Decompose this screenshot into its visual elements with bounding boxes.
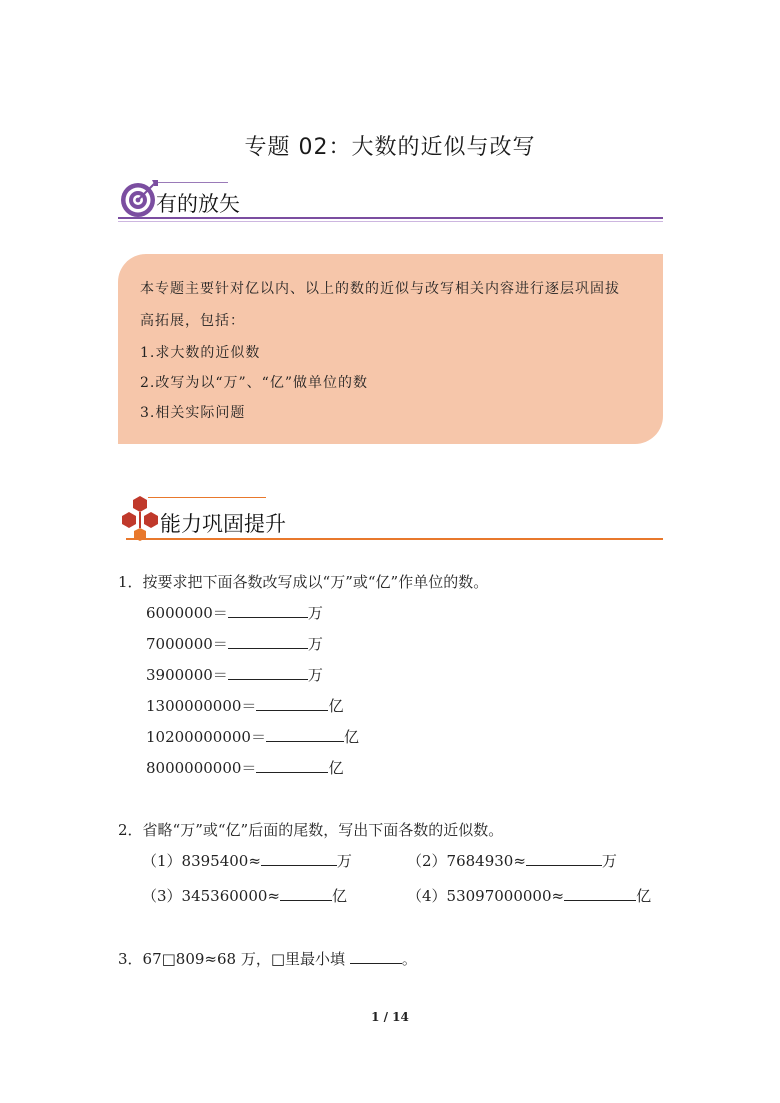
answer-blank[interactable] [350, 949, 402, 964]
section-header-practice [118, 492, 663, 552]
answer-blank[interactable] [280, 886, 332, 901]
answer-blank[interactable] [228, 603, 308, 618]
section-divider [126, 538, 663, 540]
page-title: 专题 02：大数的近似与改写 [244, 135, 536, 160]
intro-list-item: 3.相关实际问题 [140, 405, 246, 421]
section-header-objectives [118, 176, 663, 236]
question-3: 3．67□809≈68 万，□里最小填 。 [118, 950, 417, 968]
section-divider-shadow [118, 221, 663, 222]
intro-line: 高拓展，包括： [140, 313, 245, 329]
question-1-prompt: 1．按要求把下面各数改写成以“万”或“亿”作单位的数。 [118, 573, 489, 591]
answer-blank[interactable] [261, 851, 337, 866]
question-2-prompt: 2．省略“万”或“亿”后面的尾数，写出下面各数的近似数。 [118, 821, 504, 839]
section-label: 有的放矢 [156, 192, 240, 216]
intro-list-item: 2.改写为以“万”、“亿”做单位的数 [140, 375, 368, 391]
intro-list-item: 1.求大数的近似数 [140, 345, 261, 361]
answer-blank[interactable] [266, 727, 344, 742]
section-divider [118, 217, 663, 219]
answer-blank[interactable] [228, 665, 308, 680]
q2-item: （1）8395400≈ 万 [142, 852, 352, 870]
q1-item: 3900000＝ 万 [146, 666, 323, 684]
section-label: 能力巩固提升 [160, 512, 286, 536]
q1-item: 7000000＝ 万 [146, 635, 323, 653]
intro-box [118, 254, 663, 444]
q2-item: （2）7684930≈ 万 [407, 852, 617, 870]
answer-blank[interactable] [228, 634, 308, 649]
answer-blank[interactable] [256, 758, 328, 773]
header-top-line [148, 497, 266, 498]
answer-blank[interactable] [564, 886, 636, 901]
page-number: 1 / 14 [371, 1010, 409, 1024]
q1-item: 6000000＝ 万 [146, 604, 323, 622]
q1-item: 10200000000＝ 亿 [146, 728, 359, 746]
answer-blank[interactable] [256, 696, 328, 711]
q2-item: （3）345360000≈ 亿 [142, 887, 348, 905]
q1-item: 8000000000＝ 亿 [146, 759, 344, 777]
answer-blank[interactable] [526, 851, 602, 866]
q1-item: 1300000000＝ 亿 [146, 697, 344, 715]
header-top-line [158, 182, 228, 183]
intro-line: 本专题主要针对亿以内、以上的数的近似与改写相关内容进行逐层巩固拔 [140, 281, 620, 297]
q2-item: （4）53097000000≈ 亿 [407, 887, 652, 905]
